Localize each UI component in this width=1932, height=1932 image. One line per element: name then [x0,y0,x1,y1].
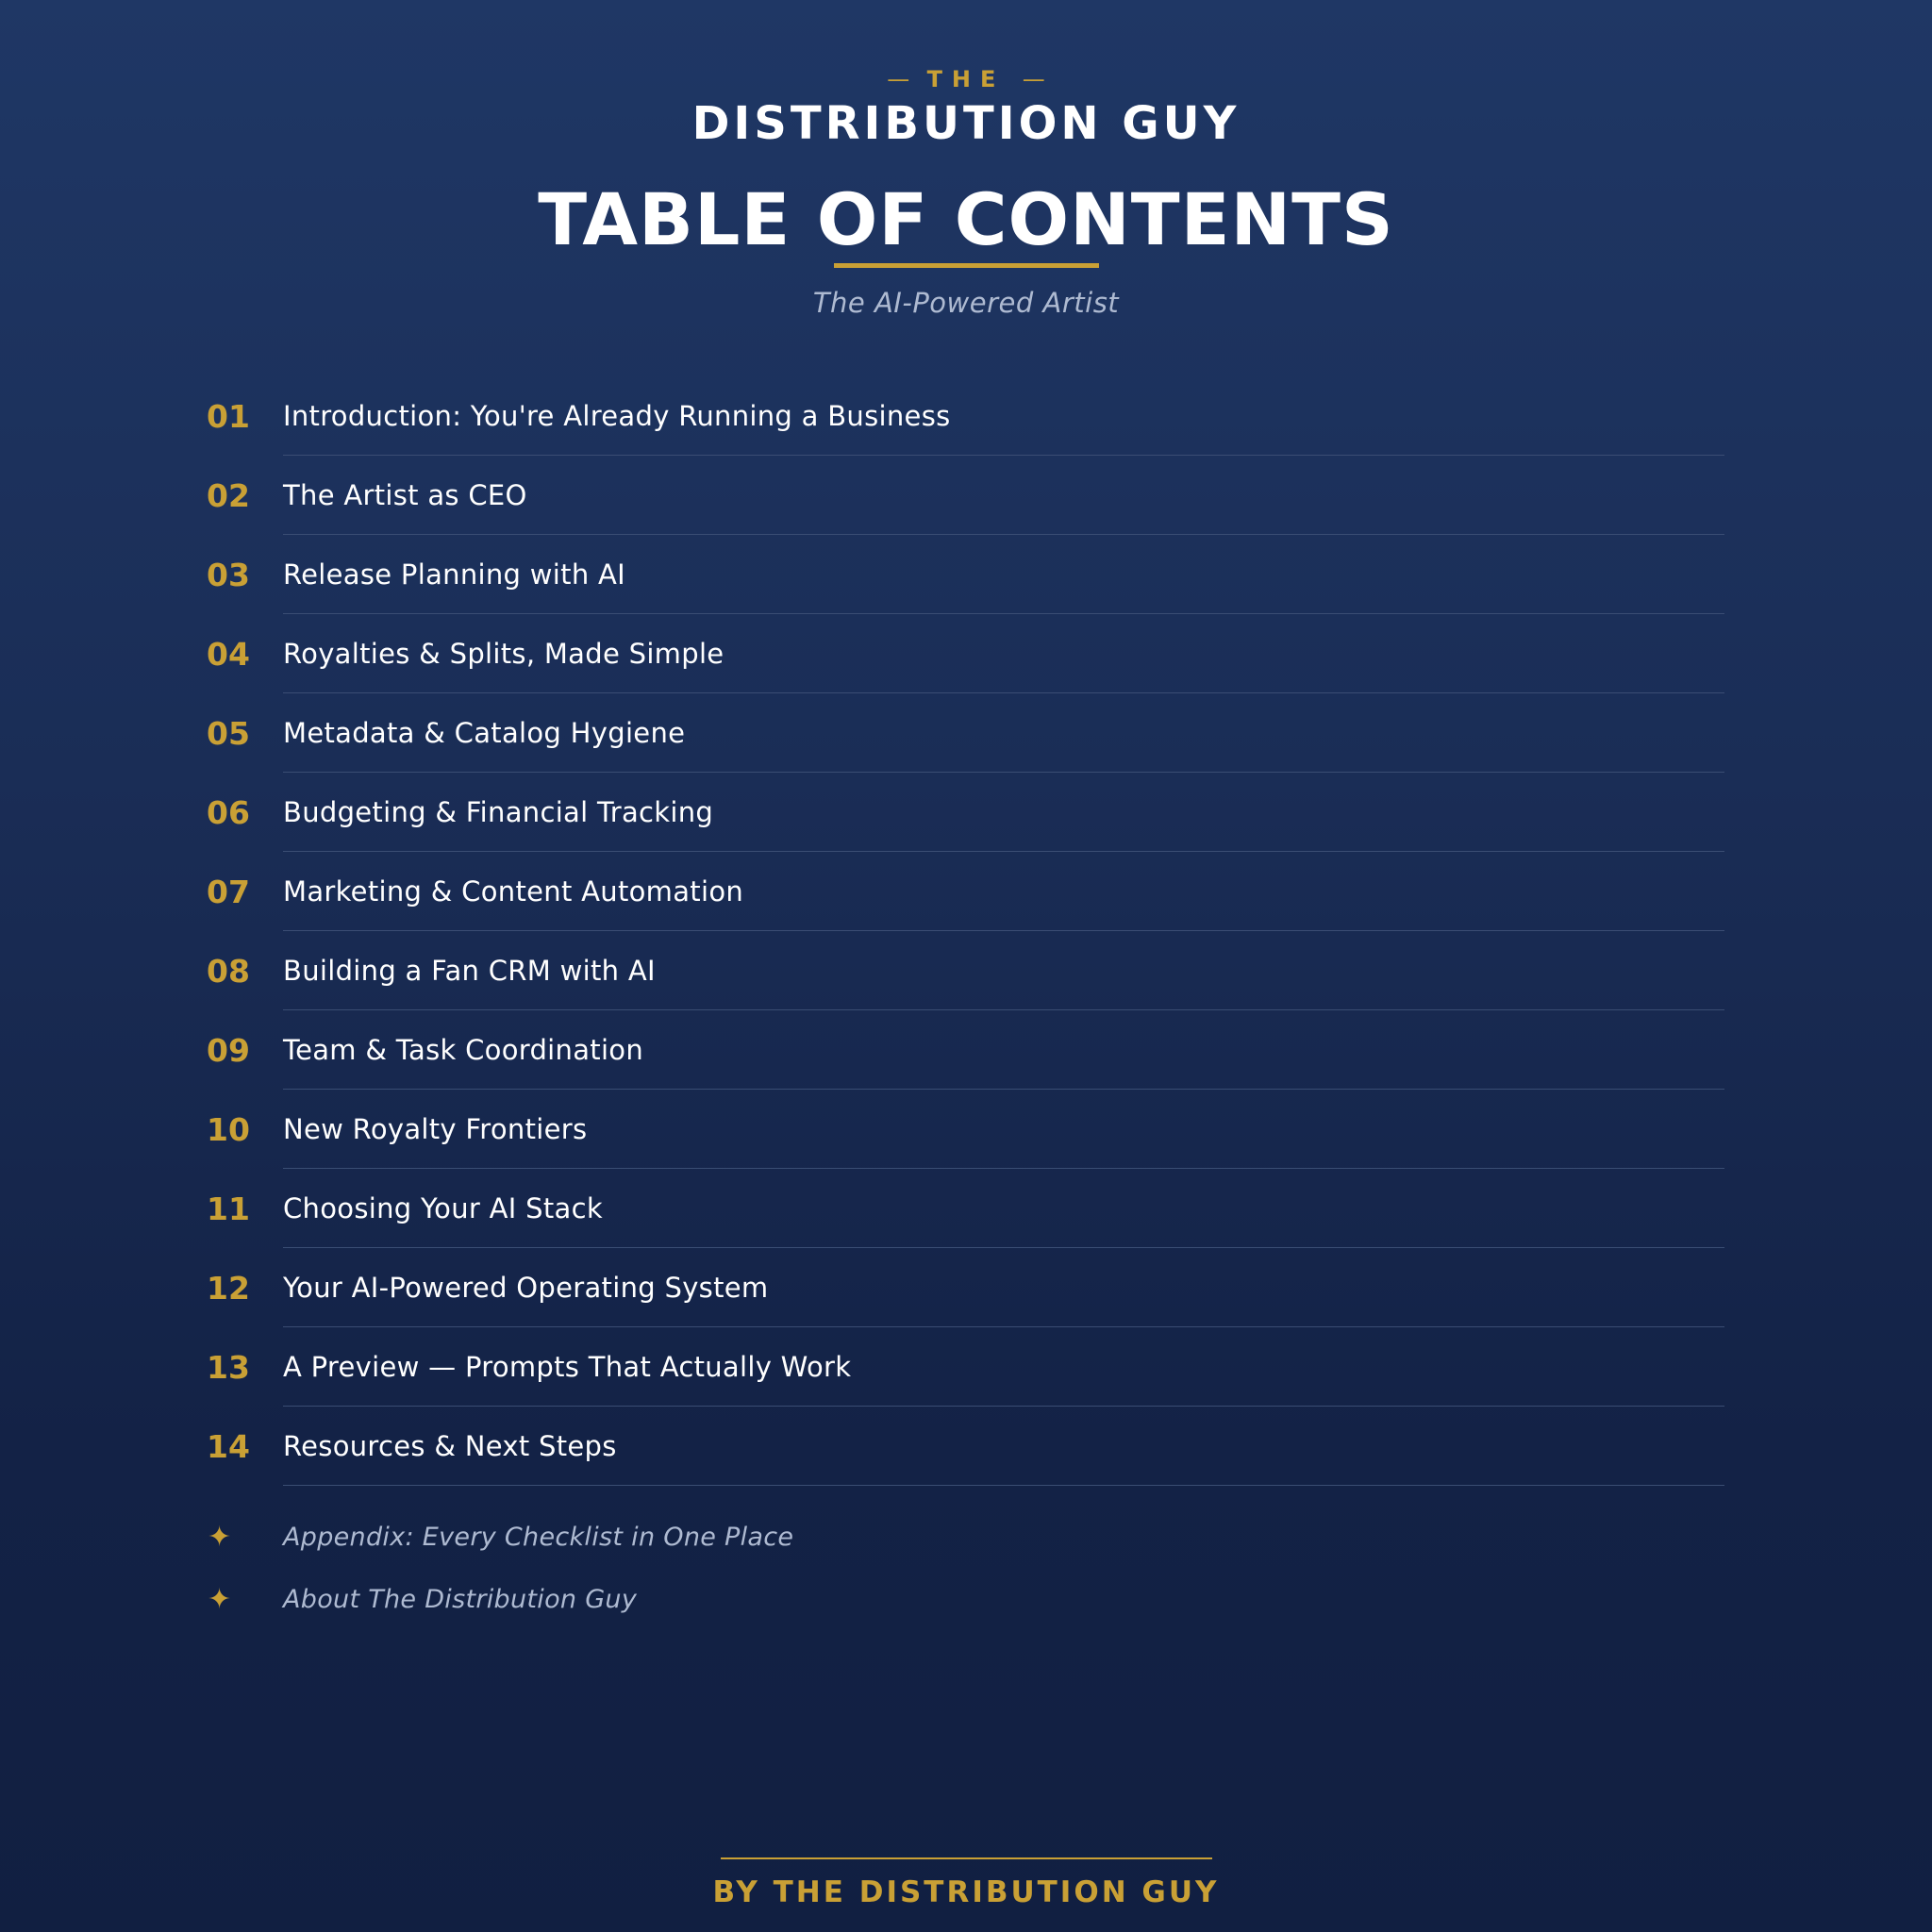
sparkle-icon: ✦ [208,1521,232,1554]
chapter-row[interactable] [0,1172,1932,1251]
chapter-title: Marketing & Content Automation [283,875,744,908]
brand-kicker [0,66,1932,92]
chapter-title: Choosing Your AI Stack [283,1192,603,1224]
chapter-divider [283,1009,1724,1010]
chapter-title: Budgeting & Financial Tracking [283,796,714,828]
sparkle-icon: ✦ [208,1583,232,1616]
chapter-number: 14 [207,1428,250,1465]
chapter-title: Your AI-Powered Operating System [283,1272,769,1304]
page-title: TABLE OF CONTENTS [538,177,1394,261]
chapter-row[interactable] [0,1409,1932,1489]
kicker-text: THE [926,66,1006,92]
chapter-divider [283,772,1724,773]
extras-list [0,1517,1932,1641]
chapter-number: 05 [207,715,250,752]
chapter-divider [283,930,1724,931]
chapter-divider [283,1485,1724,1486]
chapter-row[interactable] [0,538,1932,617]
chapter-title: New Royalty Frontiers [283,1113,588,1145]
chapter-title: Metadata & Catalog Hygiene [283,717,686,749]
footer-rule [721,1857,1212,1859]
chapter-row[interactable] [0,458,1932,538]
chapter-row[interactable] [0,934,1932,1013]
chapter-row[interactable] [0,617,1932,696]
chapter-number: 13 [207,1349,250,1386]
chapter-number: 06 [207,794,250,831]
chapter-title: Release Planning with AI [283,558,626,591]
extra-row[interactable] [0,1579,1932,1641]
chapter-row[interactable] [0,775,1932,855]
chapter-number: 03 [207,557,250,593]
chapter-divider [283,851,1724,852]
chapter-number: 01 [207,398,250,435]
chapter-row[interactable] [0,696,1932,775]
chapter-divider [283,455,1724,456]
chapter-number: 10 [207,1111,250,1148]
chapter-list [0,379,1932,1489]
chapter-number: 09 [207,1032,250,1069]
chapter-row[interactable] [0,1251,1932,1330]
chapter-title: A Preview — Prompts That Actually Work [283,1351,852,1383]
chapter-divider [283,1326,1724,1327]
chapter-number: 02 [207,477,250,514]
footer-byline: BY THE DISTRIBUTION GUY [712,1875,1220,1909]
chapter-title: Resources & Next Steps [283,1430,617,1462]
chapter-title: Introduction: You're Already Running a Business [283,400,951,432]
chapter-row[interactable] [0,1092,1932,1172]
chapter-number: 07 [207,874,250,910]
chapter-number: 04 [207,636,250,673]
chapter-title: The Artist as CEO [283,479,527,511]
extra-title: About The Distribution Guy [283,1585,638,1614]
chapter-title: Royalties & Splits, Made Simple [283,638,724,670]
kicker-dash-left: — [887,66,910,92]
chapter-divider [283,1168,1724,1169]
chapter-divider [283,1089,1724,1090]
chapter-row[interactable] [0,1330,1932,1409]
book-subtitle: The AI-Powered Artist [812,287,1120,319]
chapter-title: Team & Task Coordination [283,1034,644,1066]
extra-title: Appendix: Every Checklist in One Place [283,1523,794,1552]
kicker-dash-right: — [1022,66,1045,92]
chapter-title: Building a Fan CRM with AI [283,955,656,987]
chapter-number: 12 [207,1270,250,1307]
chapter-number: 08 [207,953,250,990]
chapter-divider [283,613,1724,614]
chapter-row[interactable] [0,1013,1932,1092]
chapter-number: 11 [207,1191,250,1227]
brand-name: DISTRIBUTION GUY [691,97,1241,150]
extra-row[interactable] [0,1517,1932,1579]
chapter-row[interactable] [0,855,1932,934]
chapter-divider [283,1406,1724,1407]
chapter-row[interactable] [0,379,1932,458]
chapter-divider [283,534,1724,535]
title-underline [834,263,1099,268]
chapter-divider [283,1247,1724,1248]
chapter-divider [283,692,1724,693]
